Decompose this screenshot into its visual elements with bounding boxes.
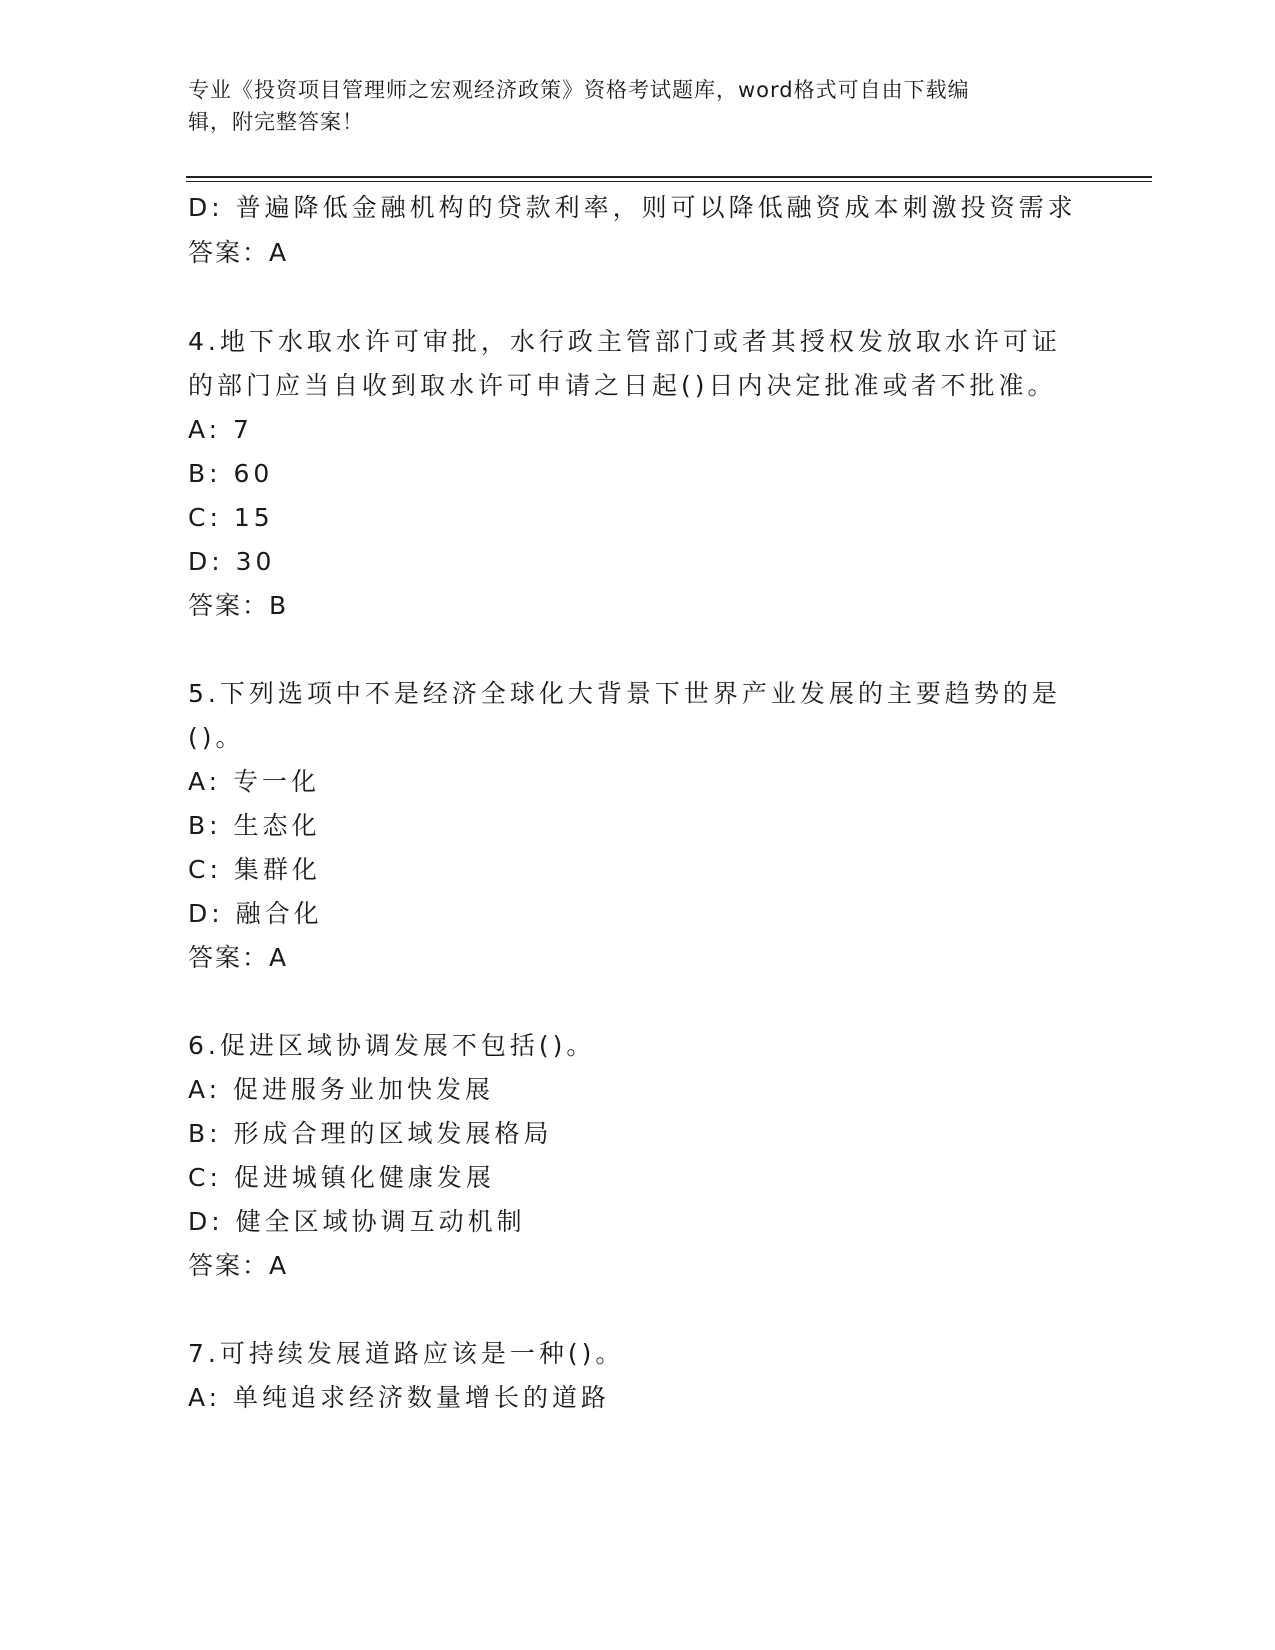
q3-option-d: D: 普遍降低金融机构的贷款利率，则可以降低融资成本刺激投资需求	[188, 193, 1077, 222]
q5-option-a: A: 专一化	[188, 767, 321, 796]
header-line-1: 专业《投资项目管理师之宏观经济政策》资格考试题库，word格式可自由下载编	[188, 78, 970, 102]
q5-stem-line-1: 5.下列选项中不是经济全球化大背景下世界产业发展的主要趋势的是	[188, 679, 1061, 708]
q5-option-b: B: 生态化	[188, 811, 321, 840]
q4-option-a: A: 7	[188, 415, 253, 444]
q4-option-b: B: 60	[188, 459, 274, 488]
q4-stem-line-2: 的部门应当自收到取水许可申请之日起()日内决定批准或者不批准。	[188, 371, 1057, 400]
q6-stem: 6.促进区域协调发展不包括()。	[188, 1031, 596, 1060]
q4-answer: 答案：B	[188, 591, 289, 620]
q5-answer: 答案：A	[188, 943, 289, 972]
q6-option-a: A: 促进服务业加快发展	[188, 1075, 495, 1104]
q6-option-b: B: 形成合理的区域发展格局	[188, 1119, 553, 1148]
q6-option-c: C: 促进城镇化健康发展	[188, 1163, 495, 1192]
q3-answer: 答案：A	[188, 238, 289, 267]
q6-option-d: D: 健全区域协调互动机制	[188, 1207, 526, 1236]
q6-answer: 答案：A	[188, 1251, 289, 1280]
q7-stem: 7.可持续发展道路应该是一种()。	[188, 1339, 625, 1368]
header-divider-thin	[186, 181, 1152, 182]
q4-stem-line-1: 4.地下水取水许可审批，水行政主管部门或者其授权发放取水许可证	[188, 327, 1061, 356]
q7-option-a: A: 单纯追求经济数量增长的道路	[188, 1383, 611, 1412]
q5-option-d: D: 融合化	[188, 899, 323, 928]
document-header	[188, 74, 1078, 138]
q5-stem-line-2: ()。	[188, 723, 245, 752]
q5-option-c: C: 集群化	[188, 855, 321, 884]
header-line-2: 辑，附完整答案！	[188, 110, 364, 134]
header-divider-thick	[186, 176, 1152, 178]
q4-option-c: C: 15	[188, 503, 274, 532]
q4-option-d: D: 30	[188, 547, 276, 576]
